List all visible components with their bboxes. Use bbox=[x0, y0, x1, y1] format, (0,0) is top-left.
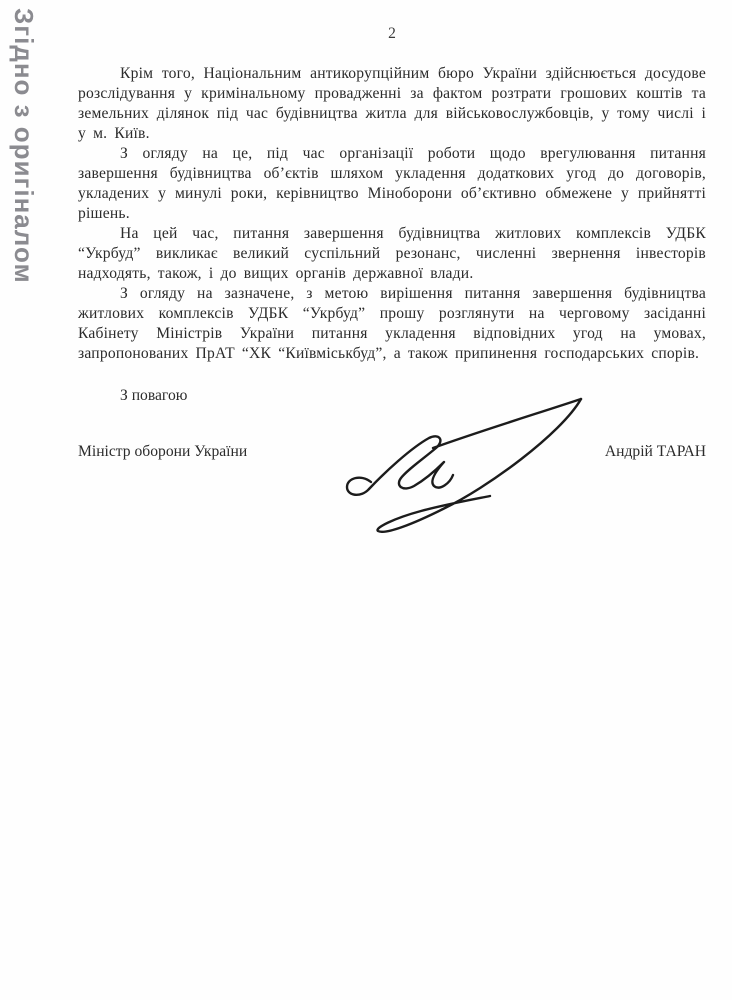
paragraph-2: З огляду на це, під час організації роботи щодо врегулювання питання завершення будівництва об’єктів шляхом укладення додаткових угод до договорів, укладених у минулі роки, керівництво Міноборони об’єктивно обмежене у прийнятті рішень. bbox=[78, 145, 706, 222]
paragraph-4: З огляду на зазначене, з метою вирішення питання завершення будівництва житлових комплексів УДБК “Укрбуд” прошу розглянути на черговому засіданні Кабінету Міністрів України питання укладення відповідних угод на умовах, запропонованих ПрАТ “ХК “Київміськбуд”, а також припинення господарських спорів. bbox=[78, 285, 706, 362]
certification-stamp-text: Згідно з оригіналом bbox=[9, 8, 39, 284]
signer-name: Андрій ТАРАН bbox=[604, 443, 706, 460]
signature-scribble-icon bbox=[335, 388, 585, 533]
closing-salutation: З повагою bbox=[120, 387, 188, 404]
page-number: 2 bbox=[388, 25, 396, 42]
paragraph-3: На цей час, питання завершення будівництва житлових комплексів УДБК “Укрбуд” викликає великий суспільний резонанс, численні звернення інвесторів надходять, також, і до вищих органів державної влади. bbox=[78, 225, 706, 282]
letter-body bbox=[78, 64, 706, 364]
paragraph-1: Крім того, Національним антикорупційним бюро України здійснюється досудове розслідування у кримінальному провадженні за фактом розтрати грошових коштів та земельних ділянок під час будівництва житла для військовослужбовців, у тому числі і у м. Київ. bbox=[78, 65, 706, 142]
signer-title: Міністр оборони України bbox=[78, 443, 248, 460]
